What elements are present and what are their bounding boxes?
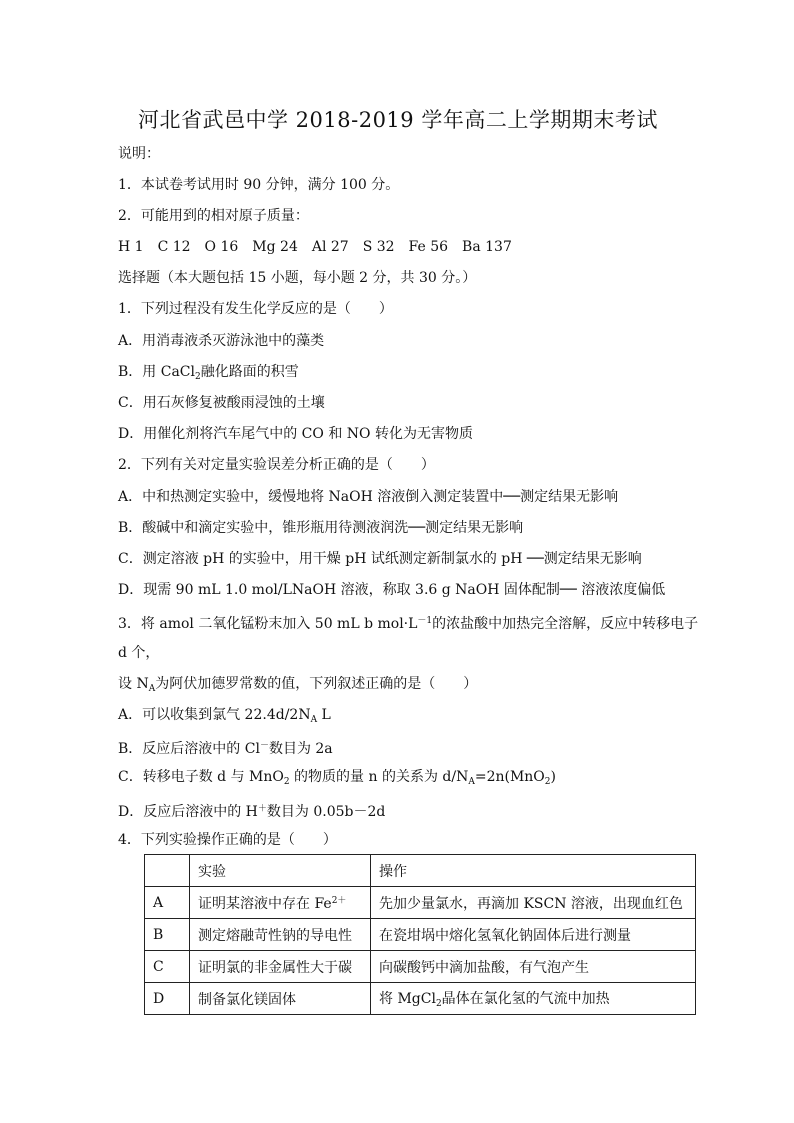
q3-option-d: D．反应后溶液中的 H＋数目为 0.05b－2d	[118, 804, 386, 820]
q1-option-d: D．用催化剂将汽车尾气中的 CO 和 NO 转化为无害物质	[118, 426, 473, 442]
q3-option-b: B．反应后溶液中的 Cl－数目为 2a	[118, 741, 333, 757]
table-row	[145, 951, 696, 983]
q3-stem-line1: 3．将 amol 二氧化锰粉末加入 50 mL b $mol\cdot L^{-1}$的浓盐酸中加热完全溶解，反应中转移电子	[118, 616, 699, 632]
table-row	[145, 983, 696, 1015]
row-label: C	[145, 951, 190, 983]
q1-stem: 1．下列过程没有发生化学反应的是（ ）	[118, 301, 393, 317]
q3-stem-line3: 设 $N_A$为阿伏加德罗常数的值，下列叙述正确的是（ ）	[118, 676, 478, 694]
q3-option-a: A．可以收集到氯气 $22.4d/2N_A$ L	[118, 707, 331, 725]
table-row	[145, 919, 696, 951]
row-operation: 在瓷坩埚中熔化氢氧化钠固体后进行测量	[371, 919, 696, 951]
table-header-cell: 实验	[190, 855, 371, 887]
q1-option-a: A．用消毒液杀灭游泳池中的藻类	[118, 333, 325, 349]
q3-stem-line2: d 个，	[118, 645, 160, 661]
note-heading: 说明：	[118, 146, 160, 162]
q2-option-d: D．现需 90 mL 1.0 mol/LNaOH 溶液，称取 3.6 g NaOH 固体配制── 溶液浓度偏低	[118, 582, 666, 598]
table-header-cell	[145, 855, 190, 887]
row-operation: 向碳酸钙中滴加盐酸，有气泡产生	[371, 951, 696, 983]
row-label: B	[145, 919, 190, 951]
row-experiment: 证明某溶液中存在 $Fe^{2+}$	[190, 887, 371, 919]
page-title: 河北省武邑中学 2018-2019 学年高二上学期期末考试	[138, 108, 658, 132]
q2-option-c: C．测定溶液 pH 的实验中，用干燥 pH 试纸测定新制氯水的 pH ──测定结果无影响	[118, 551, 642, 567]
q2-option-a: A．中和热测定实验中，缓慢地将 NaOH 溶液倒入测定装置中──测定结果无影响	[118, 489, 619, 505]
atomic-mass-list: H 1 C 12 O 16 Mg 24 Al 27 S 32 Fe 56 Ba 137	[118, 239, 512, 255]
q2-option-b: B．酸碱中和滴定实验中，锥形瓶用待测液润洗──测定结果无影响	[118, 520, 524, 536]
note-time-score: 1．本试卷考试用时 90 分钟，满分 100 分。	[118, 177, 400, 193]
table-header-row	[145, 855, 696, 887]
row-experiment: 证明氯的非金属性大于碳	[190, 951, 371, 983]
note-atomic-mass: 2．可能用到的相对原子质量：	[118, 208, 309, 224]
q2-stem: 2．下列有关对定量实验误差分析正确的是（ ）	[118, 457, 435, 473]
row-experiment: 测定熔融苛性钠的导电性	[190, 919, 371, 951]
section-heading: 选择题（本大题包括 15 小题，每小题 2 分，共 30 分。）	[118, 270, 477, 286]
row-operation: 将 MgCl$_2$晶体在氯化氢的气流中加热	[371, 983, 696, 1015]
row-experiment: 制备氯化镁固体	[190, 983, 371, 1015]
row-label: D	[145, 983, 190, 1015]
q3-option-c: C．转移电子数 d 与 MnO$_2$ 的物质的量 n 的关系为 $d/N_A=2n(MnO_2)$	[118, 769, 556, 787]
q4-stem: 4．下列实验操作正确的是（ ）	[118, 832, 337, 848]
q4-experiment-table	[144, 854, 696, 1015]
table-header-cell: 操作	[371, 855, 696, 887]
q1-option-b: B．用 CaCl$_2$融化路面的积雪	[118, 364, 299, 382]
table-row	[145, 887, 696, 919]
row-label: A	[145, 887, 190, 919]
row-operation: 先加少量氯水，再滴加 KSCN 溶液，出现血红色	[371, 887, 696, 919]
q1-option-c: C．用石灰修复被酸雨浸蚀的土壤	[118, 395, 325, 411]
